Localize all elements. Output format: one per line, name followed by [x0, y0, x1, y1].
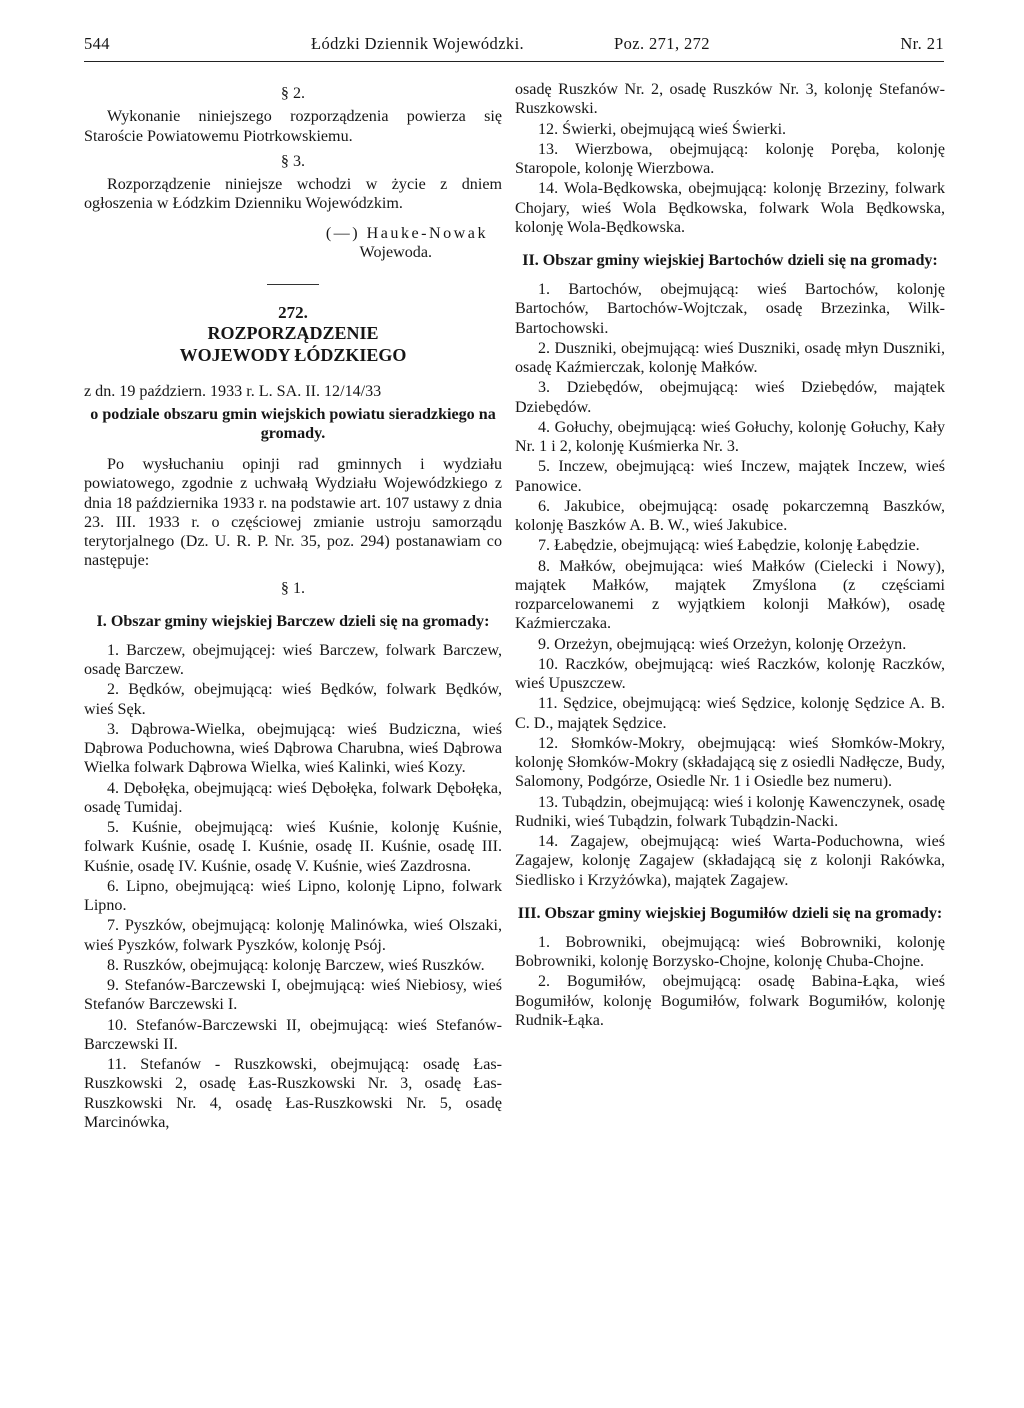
paragraph-1-sign: § 1. — [280, 579, 306, 597]
signature-name: (—) Hauke-Nowak — [325, 224, 488, 242]
section-1-title: I. Obszar gminy wiejskiej Barczew dzieli się na gromady: — [96, 612, 490, 630]
list-item: 14. Zagajew, obejmującą: wieś Warta-Poduchowna, wieś Zagajew, kolonję Zagajew (składającą się z kolonji Rakówka, Siedlisko i Krzyżówka), majątek Zagajew. — [515, 833, 945, 889]
document-title-line-1: ROZPORZĄDZENIE — [207, 323, 379, 344]
continuation-text: osadę Ruszków Nr. 2, osadę Ruszków Nr. 3, kolonję Stefanów-Ruszkowski. — [515, 81, 945, 118]
list-item: 12. Słomków-Mokry, obejmującą: wieś Słomków-Mokry, kolonję Słomków-Mokry (składającą się z osiedli Nadłęcze, Budy, Salomony, Podgórze, Osiedle Nr. 1 i Osiedle bez numeru). — [515, 734, 945, 791]
list-item: 9. Orzeżyn, obejmującą: wieś Orzeżyn, kolonję Orzeżyn. — [538, 635, 907, 653]
position-number: Poz. 271, 272 — [614, 34, 710, 53]
list-item: 13. Wierzbowa, obejmującą: kolonję Poręba, kolonję Staropole, kolonję Wierzbowa. — [515, 140, 945, 177]
separator-rule — [267, 284, 319, 285]
list-item: 13. Tubądzin, obejmującą: wieś i kolonję Kawenczynek, osadę Rudniki, wieś Tubądzin, folwark Tubądzin-Nacki. — [515, 793, 945, 830]
issue-number: Nr. 21 — [900, 34, 944, 53]
paragraph-2-text: Wykonanie niniejszego rozporządzenia powierza się Staroście Powiatowemu Piotrkowskiemu. — [84, 108, 502, 145]
list-item: 6. Lipno, obejmującą: wieś Lipno, kolonję Lipno, folwark Lipno. — [84, 877, 502, 914]
preamble: Po wysłuchaniu opinji rad gminnych i wydziału powiatowego, zgodnie z uchwałą Wydziału Wojewódzkiego z dnia 18 października 1933 r. na podstawie art. 107 ustawy z dnia 23. III. 1933 r. o częściowej zmianie ustroju samorządu terytorjalnego (Dz. U. R. P. Nr. 35, poz. 294) postanawiam co następuje: — [84, 456, 502, 570]
section-3-list — [515, 933, 945, 1030]
list-item: 2. Będków, obejmującą: wieś Będków, folwark Będków, wieś Sęk. — [84, 681, 502, 718]
list-item: 3. Dąbrowa-Wielka, obejmującą: wieś Budziczna, wieś Dąbrowa Poduchowna, wieś Dąbrowa Charubna, wieś Dąbrowa Wielka folwark Dąbrowa Wielka, wieś Kalinki, wieś Kozy. — [84, 720, 502, 777]
list-item: 7. Pyszków, obejmującą: kolonję Malinówka, wieś Olszaki, wieś Pyszków, folwark Pyszków, kolonję Psój. — [84, 917, 502, 954]
list-item: 1. Bartochów, obejmującą: wieś Bartochów, kolonję Bartochów, Bartochów-Wojtczak, osadę Brzezinka, Wilk-Bartochowski. — [515, 281, 945, 337]
list-item: 2. Bogumiłów, obejmującą: osadę Babina-Łąka, wieś Bogumiłów, kolonję Bogumiłów, folwark Bogumiłów, kolonję Rudnik-Łąka. — [515, 973, 945, 1029]
list-item: 5. Inczew, obejmującą: wieś Inczew, majątek Inczew, wieś Panowice. — [515, 458, 945, 495]
page-header — [84, 34, 944, 62]
list-item: 14. Wola-Będkowska, obejmującą: kolonję Brzeziny, folwark Chojary, wieś Wola Będkowska, folwark Wola Będkowska, kolonję Wola-Będkowska. — [515, 180, 945, 236]
list-item: 5. Kuśnie, obejmującą: wieś Kuśnie, kolonję Kuśnie, folwark Kuśnie, osadę I. Kuśnie, osadę II. Kuśnie, osadę III. Kuśnie, osadę IV. Kuśnie, osadę V. Kuśnie, wieś Zazdrosna. — [84, 819, 502, 875]
section-2-list — [515, 280, 945, 890]
document-subject: o podziale obszaru gmin wiejskich powiatu sieradzkiego na gromady. — [90, 405, 496, 442]
list-item: 11. Sędzice, obejmującą: wieś Sędzice, kolonję Sędzice A. B. C. D., majątek Sędzice. — [515, 695, 945, 732]
list-item: 10. Raczków, obejmującą: wieś Raczków, kolonję Raczków, wieś Upuszczew. — [515, 655, 945, 692]
section-3-title: III. Obszar gminy wiejskiej Bogumiłów dzieli się na gromady: — [517, 904, 943, 922]
list-item: 9. Stefanów-Barczewski I, obejmującą: wieś Niebiosy, wieś Stefanów Barczewski I. — [84, 977, 502, 1014]
list-item: 11. Stefanów - Ruszkowski, obejmującą: osadę Łas-Ruszkowski 2, osadę Łas-Ruszkowski Nr. 3, osadę Łas-Ruszkowski Nr. 4, osadę Łas-Ruszkowski Nr. 5, osadę Marcinówka, — [84, 1056, 502, 1131]
list-item: 4. Gołuchy, obejmującą: wieś Gołuchy, kolonję Gołuchy, Kały Nr. 1 i 2, kolonję Kuśmierka Nr. 3. — [515, 418, 945, 455]
section-1-list — [84, 641, 502, 1132]
document-number: 272. — [278, 303, 308, 322]
list-item: 10. Stefanów-Barczewski II, obejmującą: wieś Stefanów-Barczewski II. — [84, 1016, 502, 1053]
list-item: 8. Ruszków, obejmującą: kolonję Barczew, wieś Ruszków. — [107, 956, 485, 974]
list-item: 12. Świerki, obejmującą wieś Świerki. — [538, 120, 787, 138]
left-column — [84, 80, 502, 1133]
section-2-title: II. Obszar gminy wiejskiej Bartochów dzieli się na gromady: — [522, 252, 938, 269]
list-item: 8. Małków, obejmująca: wieś Małków (Cielecki i Nowy), majątek Małków, majątek Zmyślona (z częściami rozparcelowanemi z wyjątkiem kolonji Małków), osadę Kaźmierczaka. — [515, 557, 945, 633]
header-rule — [84, 61, 944, 62]
list-item: 1. Bobrowniki, obejmującą: wieś Bobrowniki, kolonję Bobrowniki, kolonję Borzysko-Chojne, kolonję Chuba-Chojne. — [515, 933, 945, 970]
section-1-list-continued — [515, 120, 945, 238]
list-item: 7. Łabędzie, obejmującą: wieś Łabędzie, kolonję Łabędzie. — [538, 537, 920, 555]
document-title-line-2: WOJEWODY ŁÓDZKIEGO — [179, 345, 407, 366]
page-number: 544 — [84, 34, 110, 53]
paragraph-3-text: Rozporządzenie niniejsze wchodzi w życie z dniem ogłoszenia w Łódzkim Dzienniku Wojewódzkim. — [84, 176, 502, 213]
right-column — [515, 80, 945, 1031]
paragraph-2-sign: § 2. — [280, 85, 306, 102]
list-item: 4. Dębołęka, obejmującą: wieś Dębołęka, folwark Dębołęka, osadę Tumidaj. — [84, 779, 502, 816]
journal-title: Łódzki Dziennik Wojewódzki. — [311, 34, 525, 53]
list-item: 6. Jakubice, obejmującą: osadę pokarczemną Baszków, kolonję Baszków A. B. W., wieś Jakubice. — [515, 497, 945, 534]
paragraph-3-sign: § 3. — [280, 152, 306, 170]
signature-title: Wojewoda. — [359, 243, 432, 261]
list-item: 2. Duszniki, obejmującą: wieś Duszniki, osadę młyn Duszniki, osadę Kaźmierczak, kolonję Małków. — [515, 339, 945, 376]
list-item: 3. Dziebędów, obejmującą: wieś Dziebędów, majątek Dziebędów. — [515, 379, 945, 416]
document-date: z dn. 19 październ. 1933 r. L. SA. II. 12/14/33 — [84, 383, 382, 401]
list-item: 1. Barczew, obejmującej: wieś Barczew, folwark Barczew, osadę Barczew. — [84, 641, 502, 678]
